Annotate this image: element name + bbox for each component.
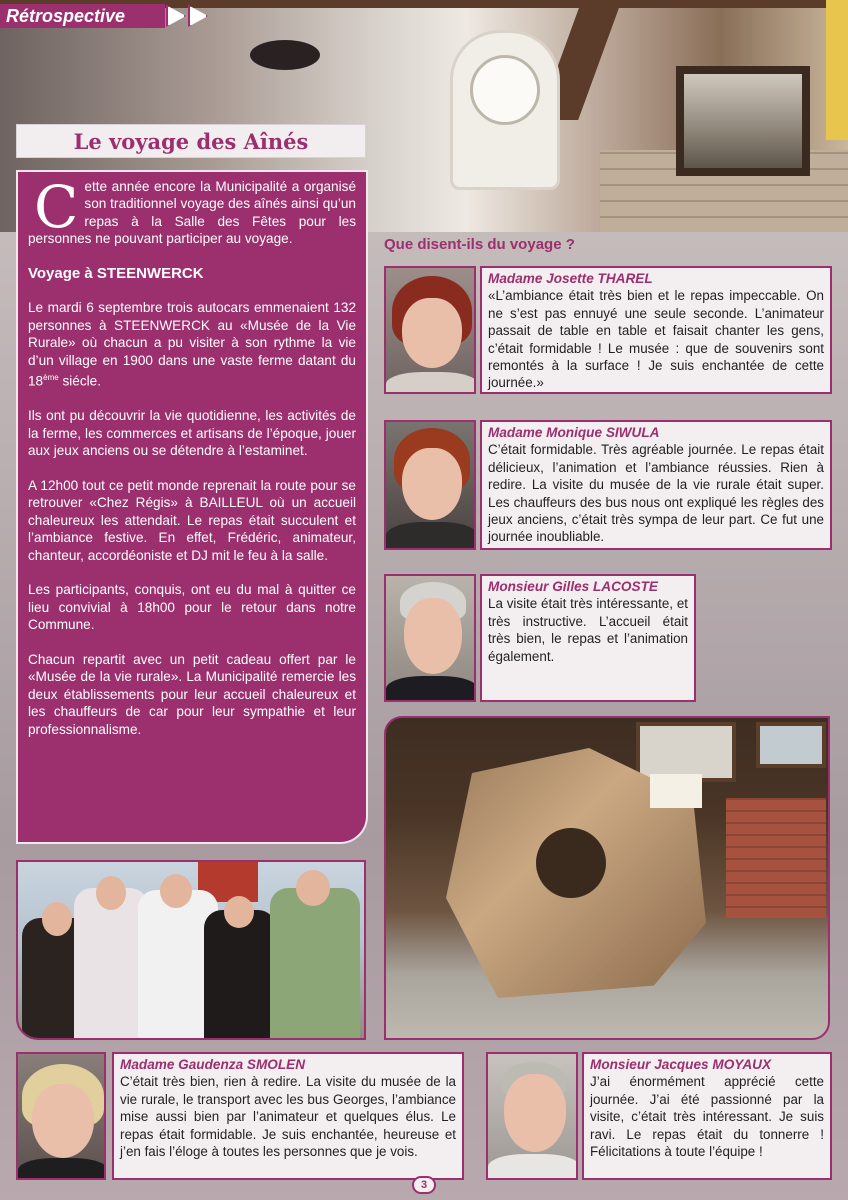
article-paragraph: A 12h00 tout ce petit monde reprenait la route pour se retrouver «Chez Régis» à BAILLEUL où un accueil chaleureux les attendait. Le repas était succulent et l’ambiance festive. En effet, Frédéric, animateur, chanteur, accordéoniste et DJ mit le feu à la salle. bbox=[28, 477, 356, 563]
testimonial-name: Madame Monique SIWULA bbox=[488, 425, 660, 440]
testimonial-name: Monsieur Jacques MOYAUX bbox=[590, 1057, 772, 1072]
page-number: 3 bbox=[412, 1176, 436, 1194]
testimonial-text: C’était formidable. Très agréable journée. Le repas était délicieux, l’animation et l’ambiance réussies. Rien à redire. La visite du musée de la vie rurale était super. Les chauffeurs des bus nous ont expliqué les règles des jeux anciens, c’était très sympa de leur part. Ce fut une journée inoubliable. bbox=[488, 442, 824, 545]
section-label: Rétrospective bbox=[0, 4, 165, 28]
testimonial-text: C’était très bien, rien à redire. La visite du musée de la vie rurale, le transport avec les bus Georges, l’ambiance mise aussi bien par l’animateur et quelques élus. Le repas était formidable. Je suis enchantée, heureuse et j’en fais l’éloge à toutes les personnes que je vois. bbox=[120, 1074, 456, 1160]
testimonial-text: La visite était très intéressante, et très instructive. L’accueil était très bien, le repas et l’animation également. bbox=[488, 596, 688, 664]
article-paragraph: Le mardi 6 septembre trois autocars emmenaient 132 personnes à STEENWERCK au «Musée de la Vie Rurale» où chacun a pu visiter à son rythme la vie d’un village en 1900 dans une vaste ferme datant du 18ème siécle. bbox=[28, 300, 356, 389]
article-paragraph: Les participants, conquis, ont eu du mal à quitter ce lieu convivial à 18h00 pour le retour dans notre Commune. bbox=[28, 582, 356, 633]
testimonial-box bbox=[480, 266, 832, 394]
testimonial-name: Monsieur Gilles LACOSTE bbox=[488, 579, 658, 594]
testimonial-box bbox=[112, 1052, 464, 1180]
article-title: Le voyage des Aînés bbox=[16, 124, 366, 158]
museum-winnowing-machine-photo bbox=[384, 716, 830, 1040]
testimonial-box bbox=[480, 420, 832, 550]
portrait-gaudenza-smolen bbox=[16, 1052, 106, 1180]
testimonial-text: «L’ambiance était très bien et le repas impeccable. On ne s’est pas ennuyé une seule seconde. L’animateur passait de table en table et faisait chanter les gens, c’était formidable ! Le musée : que de souvenirs sont remontés à la surface ! Je suis enchantée de cette journée.» bbox=[488, 288, 824, 391]
testimonial-name: Madame Josette THAREL bbox=[488, 271, 653, 286]
portrait-josette-tharel bbox=[384, 266, 476, 394]
portrait-monique-siwula bbox=[384, 420, 476, 550]
double-arrow-icon bbox=[166, 5, 208, 27]
article-intro: ette année encore la Municipalité a organisé son traditionnel voyage des aînés ainsi qu’un repas à la Salle des Fêtes pour les personnes ne pouvant participer au voyage. bbox=[28, 179, 356, 247]
testimonial-box bbox=[480, 574, 696, 702]
testimonials-title: Que disent-ils du voyage ? bbox=[384, 236, 575, 253]
portrait-gilles-lacoste bbox=[384, 574, 476, 702]
article-paragraph: Ils ont pu découvrir la vie quotidienne, les activités de la ferme, les commerces et artisans de l’époque, jouer aux jeux anciens ou se détendre à l’estaminet. bbox=[28, 408, 356, 459]
group-photo bbox=[16, 860, 366, 1040]
article-subheading: Voyage à STEENWERCK bbox=[28, 265, 204, 283]
article-box bbox=[16, 170, 368, 844]
testimonial-name: Madame Gaudenza SMOLEN bbox=[120, 1057, 306, 1072]
framed-photo bbox=[676, 66, 810, 176]
dropcap: C bbox=[34, 173, 79, 241]
article-paragraph: Chacun repartit avec un petit cadeau offert par le «Musée de la vie rurale». La Municipalité remercie les deux établissements pour leur accueil chaleureux et les chauffeurs de car pour leur sympathie et leur professionnalisme. bbox=[28, 652, 356, 737]
testimonial-text: J’ai énormément apprécié cette journée. J’ai été passionné par la visite, c’était très intéressant. Je suis ravi. Le repas était du tonnerre ! Félicitations à toute l’équipe ! bbox=[590, 1074, 824, 1160]
testimonial-box bbox=[582, 1052, 832, 1180]
portrait-jacques-moyaux bbox=[486, 1052, 578, 1180]
